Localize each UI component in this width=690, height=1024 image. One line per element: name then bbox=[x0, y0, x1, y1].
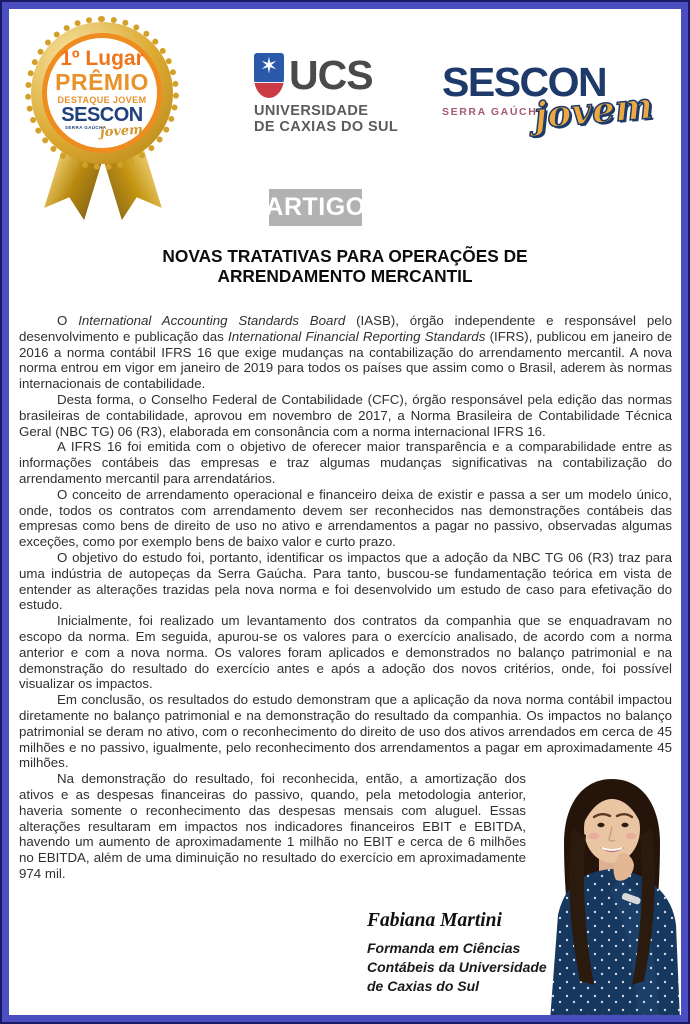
author-photo bbox=[536, 769, 686, 1021]
ucs-shield-icon bbox=[254, 53, 284, 98]
article-title bbox=[2, 246, 688, 286]
author-credit-line2: Contábeis da Universidade bbox=[367, 959, 547, 975]
sescon-region-label: SERRA GAÚCHA bbox=[442, 106, 547, 118]
page-content bbox=[2, 2, 688, 1022]
article-paragraph: Em conclusão, os resultados do estudo demonstram que a aplicação da nova norma contábil impactou diretamente no balanço patrimonial e na demonstração do resultado da companhia. Os impactos no balanço patrimonial se deram no ativo, com o reconhecimento do direito de uso dos ativos arrendados em cerca de 45 milhões e no passivo, igualmente, pelo reconhecimento dos arrendamentos a pagar em aproximadamente 45 milhões. bbox=[19, 692, 672, 771]
ucs-university-logo bbox=[254, 52, 400, 135]
sescon-jovem-logo bbox=[442, 59, 657, 138]
award-medal-face bbox=[42, 33, 162, 153]
badge-youth-label: jovem bbox=[99, 122, 144, 140]
article-title-line2: ARRENDAMENTO MERCANTIL bbox=[217, 266, 473, 286]
ucs-name-line1: UNIVERSIDADE bbox=[254, 103, 369, 119]
award-medal-icon bbox=[31, 22, 173, 164]
sescon-youth-script: jovem bbox=[532, 84, 655, 138]
author-portrait-illustration bbox=[536, 769, 686, 1021]
article-paragraph: A IFRS 16 foi emitida com o objetivo de oferecer maior transparência e a comparabilidade entre as informações contábeis das empresas e traz algumas mudanças significativas na contabilização do arrendamento mercantil para arrendatários. bbox=[19, 439, 672, 486]
first-place-award-badge bbox=[26, 20, 178, 226]
article-paragraph: Desta forma, o Conselho Federal de Contabilidade (CFC), órgão responsável pela edição das normas brasileiras de contabilidade, aprovou em novembro de 2017, a Norma Brasileira de Contabilidade Técnica Geral (NBC TG) 06 (R3), elaborada em consonância com a norma internacional IFRS 16. bbox=[19, 391, 672, 439]
article-paragraph: O conceito de arrendamento operacional e financeiro deixa de existir e passa a ser um modelo único, onde, todos os contratos com arrendamento devem ser reconhecidos nas demonstrações contábeis das empresas como bens de direito de uso no ativo e arrendamentos a pagar no passivo, observadas algumas exceções, como por exemplo bens de baixo valor e curto prazo. bbox=[19, 486, 672, 550]
author-block bbox=[367, 910, 547, 996]
ucs-acronym: UCS bbox=[289, 52, 373, 98]
article-paragraph: O International Accounting Standards Board (IASB), órgão independente e responsável pelo desenvolvimento e publicação das International Financial Reporting Standards (IFRS), publicou em janeiro de 2016 a norma contábil IFRS 16 que exige mudanças na contabilização do arrendamento mercantil. A nova norma entrou em vigor em janeiro de 2019 para todos os países que assim como o Brasil, aderem às normas internacionais de contabilidade. bbox=[19, 313, 672, 392]
author-credit-line1: Formanda em Ciências bbox=[367, 940, 521, 956]
article-paragraph: Na demonstração do resultado, foi reconhecida, então, a amortização dos ativos e as despesas financeiras do passivo, quando, pela metodologia anterior, haveria somente o reconhecimento das despesas mensais com aluguel. Essas alterações resultaram em impactos nos indicadores financeiros EBIT e EBITDA, havendo um aumento de aproximadamente 1 milhão no EBIT e cerca de 6 milhões no EBITDA, além de uma diminuição no resultado do exercício em aproximadamente 974 mil. bbox=[19, 771, 526, 881]
article-title-line1: NOVAS TRATATIVAS PARA OPERAÇÕES DE bbox=[162, 246, 528, 266]
header-logos bbox=[2, 2, 688, 230]
ucs-full-name bbox=[254, 103, 400, 135]
ucs-name-line2: DE CAXIAS DO SUL bbox=[254, 119, 399, 135]
badge-rank-label: 1º Lugar bbox=[60, 46, 144, 70]
sescon-name: SESCON bbox=[442, 59, 607, 105]
badge-prize-label: PRÊMIO bbox=[55, 68, 149, 95]
badge-region-label: SERRA GAÚCHA bbox=[65, 124, 107, 130]
article-paragraph: O objetivo do estudo foi, portanto, identificar os impactos que a adoção da NBC TG 06 (R3) traz para uma indústria de autopeças da Serra Gaúcha. Para tanto, buscou-se fundamentação teórica em vista de entender as alterações trazidas pela nova norma e foi desenvolvido um estudo de caso para efetivação do estudo. bbox=[19, 549, 672, 613]
article-paragraph: Inicialmente, foi realizado um levantamento dos contratos da companhia que se enquadravam no escopo da norma. Em seguida, apurou-se os valores para o exercício analisado, de acordo com a norma anterior e com a nova norma. Os valores foram aplicados e demonstrados no balanço patrimonial e na demonstração do resultado do exercício antes e após a adoção dos novos critérios, onde, foi possível visualizar os impactos. bbox=[19, 613, 672, 692]
badge-category-label: DESTAQUE JOVEM bbox=[57, 94, 147, 105]
artigo-kicker: ARTIGO bbox=[269, 189, 362, 226]
badge-org-label: SESCON bbox=[61, 104, 143, 127]
star-icon: ✶ bbox=[259, 53, 279, 78]
author-credit bbox=[367, 939, 547, 996]
author-name: Fabiana Martini bbox=[367, 910, 502, 931]
article-body bbox=[2, 313, 688, 882]
author-credit-line3: de Caxias do Sul bbox=[367, 978, 480, 994]
